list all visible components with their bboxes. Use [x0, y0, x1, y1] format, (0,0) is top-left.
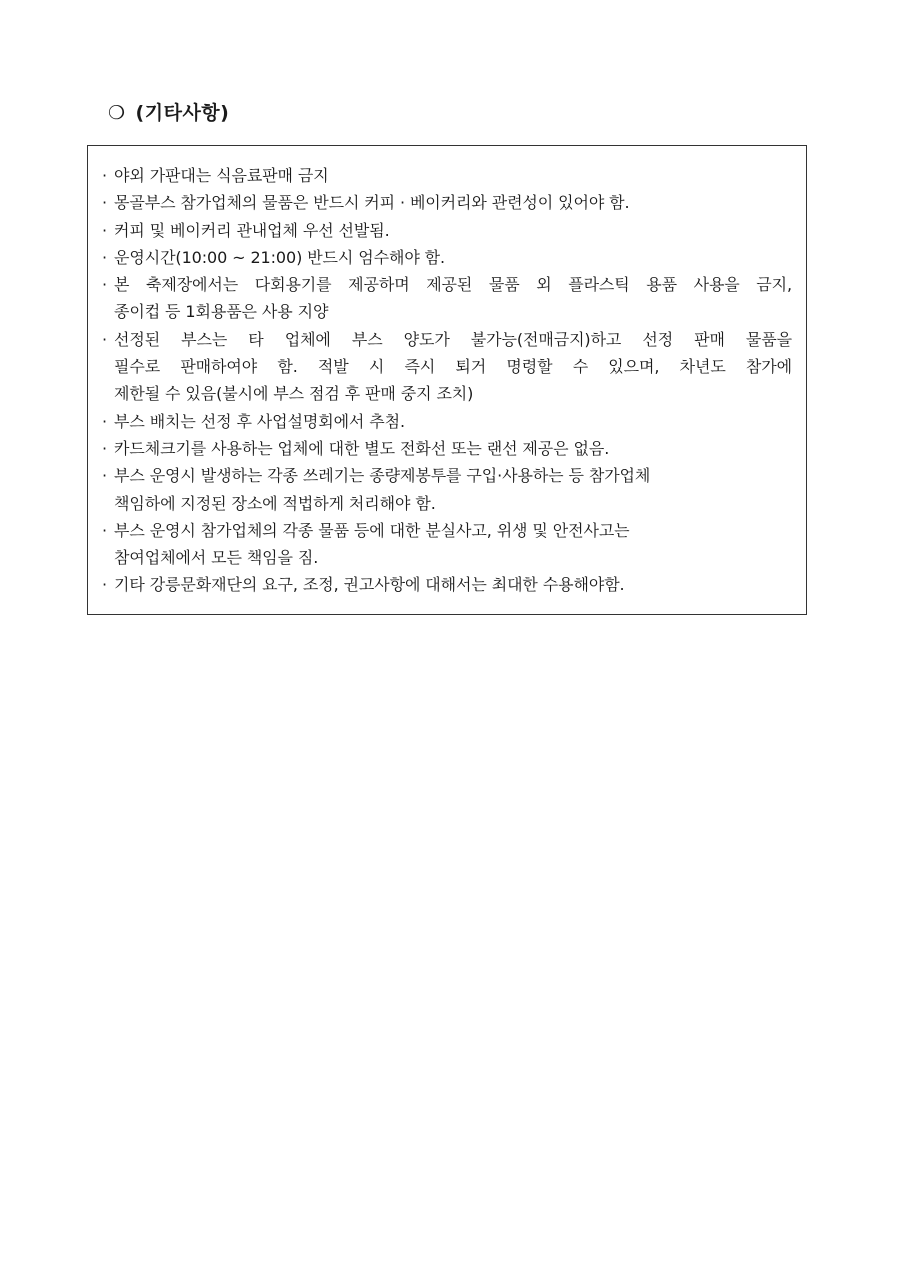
- section-heading: [108, 98, 229, 125]
- bullet-icon: ·: [102, 193, 107, 213]
- bullet-icon: ·: [102, 438, 107, 458]
- list-item-line: 부스 운영시 참가업체의 각종 물품 등에 대한 분실사고, 위생 및 안전사고는: [114, 520, 630, 540]
- bullet-icon: ·: [102, 520, 107, 540]
- list-item-text: [114, 435, 792, 462]
- list-item: [102, 462, 792, 517]
- list-item-line: 몽골부스 참가업체의 물품은 반드시 커피 · 베이커리와 관련성이 있어야 함.: [114, 193, 630, 213]
- list-item: [102, 244, 792, 271]
- list-item: [102, 571, 792, 598]
- list-item-line: 부스 배치는 선정 후 사업설명회에서 추첨.: [114, 411, 405, 431]
- list-item-line: 책임하에 지정된 장소에 적법하게 처리해야 함.: [114, 493, 436, 513]
- list-item-text: [114, 162, 792, 189]
- list-item-text: [114, 571, 792, 598]
- bullet-icon: ·: [102, 247, 107, 267]
- list-item-text: [114, 217, 792, 244]
- circle-marker-icon: ❍: [108, 102, 126, 124]
- list-item-line: 운영시간(10:00 ~ 21:00) 반드시 엄수해야 함.: [114, 247, 445, 267]
- bullet-icon: ·: [102, 220, 107, 240]
- list-item: [102, 326, 792, 408]
- bullet-icon: ·: [102, 466, 107, 486]
- notes-box: [87, 145, 807, 615]
- list-item: [102, 517, 792, 572]
- list-item-text: [114, 244, 792, 271]
- list-item: [102, 271, 792, 326]
- list-item: [102, 408, 792, 435]
- bullet-icon: ·: [102, 411, 107, 431]
- list-item-line: 본 축제장에서는 다회용기를 제공하며 제공된 물품 외 플라스틱 용품 사용을 금지,: [114, 275, 792, 295]
- list-item-text: [114, 517, 792, 572]
- list-item-line: 필수로 판매하여야 함. 적발 시 즉시 퇴거 명령할 수 있으며, 차년도 참가에: [114, 357, 792, 377]
- list-item-text: [114, 408, 792, 435]
- list-item-line: 제한될 수 있음(불시에 부스 점검 후 판매 중지 조치): [114, 384, 474, 404]
- section-title: (기타사항): [135, 102, 230, 124]
- list-item-text: [114, 462, 792, 517]
- list-item-text: [114, 271, 792, 326]
- list-item: [102, 435, 792, 462]
- list-item-line: 카드체크기를 사용하는 업체에 대한 별도 전화선 또는 랜선 제공은 없음.: [114, 438, 610, 458]
- bullet-icon: ·: [102, 575, 107, 595]
- bullet-icon: ·: [102, 329, 107, 349]
- list-item-line: 야외 가판대는 식음료판매 금지: [114, 166, 329, 185]
- list-item-text: [114, 189, 792, 216]
- bullet-icon: ·: [102, 166, 107, 185]
- list-item-line: 커피 및 베이커리 관내업체 우선 선발됨.: [114, 220, 390, 240]
- bullet-icon: ·: [102, 275, 107, 295]
- list-item-text: [114, 326, 792, 408]
- list-item: [102, 189, 792, 216]
- list-item: [102, 217, 792, 244]
- list-item-line: 참여업체에서 모든 책임을 짐.: [114, 548, 319, 568]
- list-item-line: 종이컵 등 1회용품은 사용 지양: [114, 302, 329, 322]
- list-item-line: 부스 운영시 발생하는 각종 쓰레기는 종량제봉투를 구입·사용하는 등 참가업체: [114, 466, 651, 486]
- list-item-line: 선정된 부스는 타 업체에 부스 양도가 불가능(전매금지)하고 선정 판매 물품을: [114, 329, 792, 349]
- list-item: [102, 162, 792, 189]
- list-item-line: 기타 강릉문화재단의 요구, 조정, 권고사항에 대해서는 최대한 수용해야함.: [114, 575, 625, 595]
